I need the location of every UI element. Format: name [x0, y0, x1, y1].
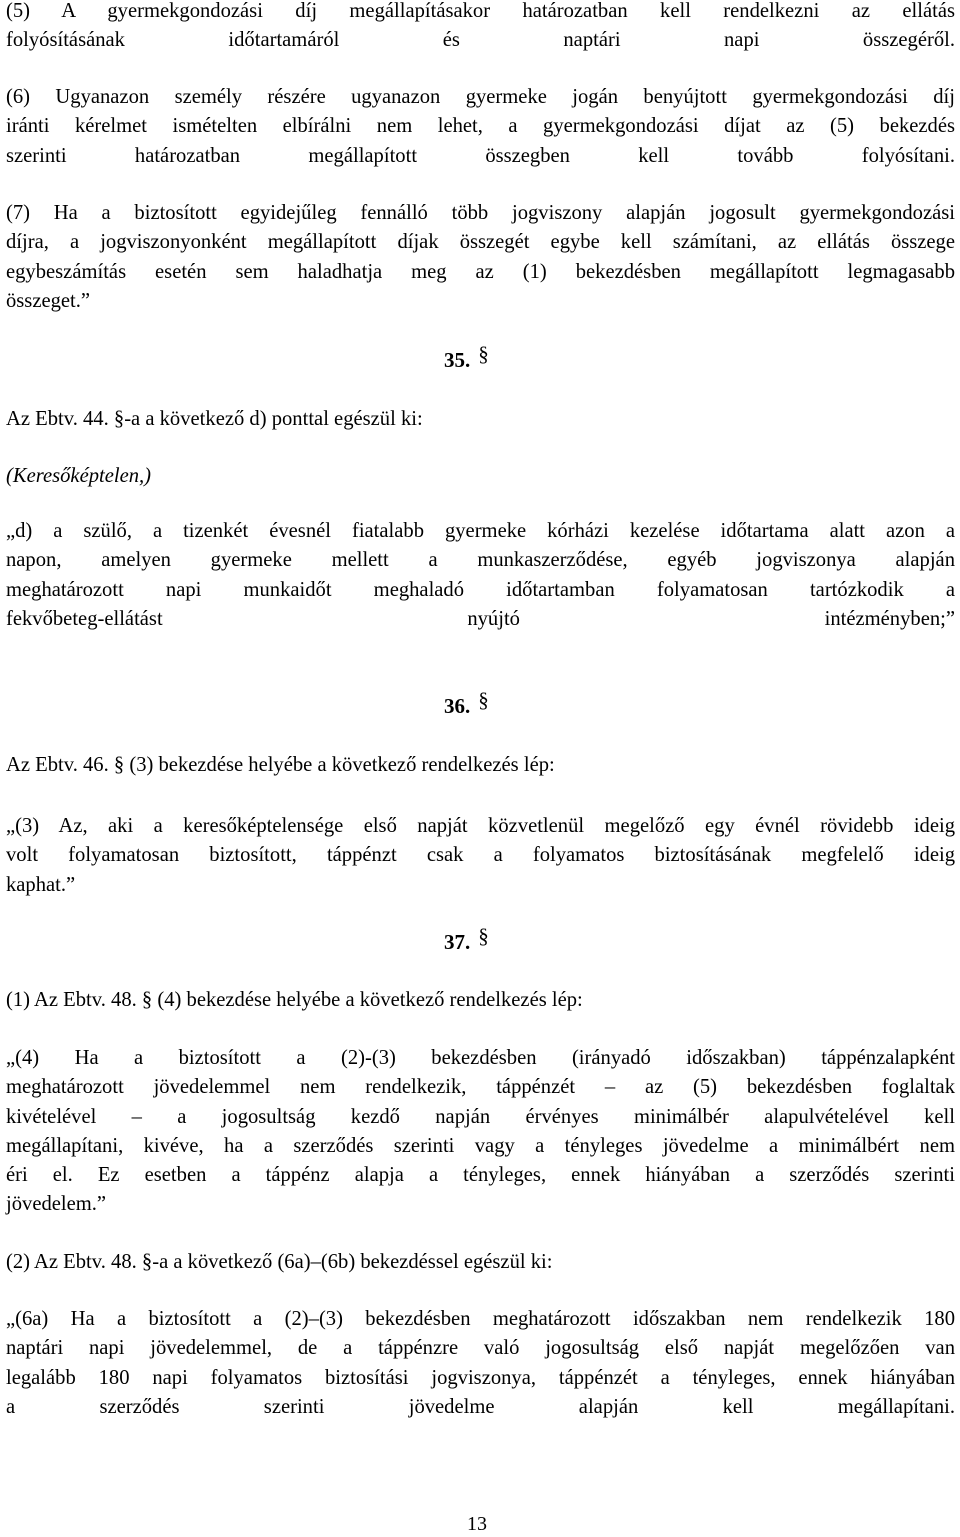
section-number: 36.	[444, 694, 471, 718]
text-line: naptári napi jövedelemmel, de a táppénzre való jogosultság első napját megelőzően van	[6, 1337, 955, 1360]
intro-text: Az Ebtv. 44. §-a a következő d) ponttal egészül ki:	[6, 408, 423, 430]
text-line: „d) a szülő, a tizenkét évesnél fiatalabb gyermeke kórházi kezelése időtartama alatt azon a	[6, 520, 955, 542]
text-line: a szerződés szerinti jövedelme alapján kell megállapítani.	[6, 1395, 955, 1418]
text-line: (6) Ugyanazon személy részére ugyanazon gyermeke jogán benyújtott gyermekgondozási díj	[6, 86, 955, 108]
text-line: fekvőbeteg-ellátást nyújtó intézményben;”	[6, 607, 955, 630]
intro-text: (1) Az Ebtv. 48. § (4) bekezdése helyébe a következő rendelkezés lép:	[6, 989, 583, 1011]
paragraph-7	[6, 199, 955, 316]
text-line: napon, amelyen gyermeke mellett a munkaszerződése, egyéb jogviszonya alapján	[6, 549, 955, 572]
section-35-quote	[6, 517, 955, 634]
section-heading-35	[444, 342, 489, 372]
text-line: meghatározott jövedelemmel nem rendelkezik, táppénzét – az (5) bekezdésben foglaltak	[6, 1076, 955, 1099]
section-37-quote-2	[6, 1305, 955, 1422]
text-line: éri el. Ez esetben a táppénz alapja a tényleges, ennek hiányában a szerződés szerinti	[6, 1164, 955, 1187]
text-line: „(6a) Ha a biztosított a (2)–(3) bekezdésben meghatározott időszakban nem rendelkezik 180	[6, 1308, 955, 1330]
text-line: folyósításának időtartamáról és naptári napi összegéről.	[6, 29, 955, 52]
intro-text: Az Ebtv. 46. § (3) bekezdése helyébe a következő rendelkezés lép:	[6, 754, 555, 776]
section-number: 35.	[444, 348, 471, 372]
section-35-intro	[6, 407, 955, 431]
page-number: 13	[467, 1513, 487, 1535]
text-line: (5) A gyermekgondozási díj megállapításakor határozatban kell rendelkezni az ellátás	[6, 0, 955, 22]
text-line: egybeszámítás esetén sem haladhatja meg az (1) bekezdésben megállapított legmagasabb	[6, 260, 955, 283]
section-heading-36	[444, 688, 489, 718]
paragraph-5	[6, 0, 955, 56]
text-line: iránti kérelmet ismételten elbírálni nem lehet, a gyermekgondozási díjat az (5) bekezdés	[6, 115, 955, 138]
text-line: „(4) Ha a biztosított a (2)-(3) bekezdésben (irányadó időszakban) táppénzalapként	[6, 1047, 955, 1069]
section-37-intro-1	[6, 988, 955, 1012]
text-line: szerinti határozatban megállapított összegben kell tovább folyósítani.	[6, 144, 955, 167]
section-35-label	[6, 464, 955, 488]
text-line: jövedelem.”	[6, 1193, 107, 1216]
text-line: kivételével – a jogosultság kezdő napján érvényes minimálbér alapulvételével kell	[6, 1105, 955, 1128]
text-line: megállapítani, kivéve, ha a szerződés szerinti vagy a tényleges jövedelme a minimálbért nem	[6, 1134, 955, 1157]
text-line: legalább 180 napi folyamatos biztosítási jogviszonya, táppénzét a tényleges, ennek hiányában	[6, 1366, 955, 1389]
text-line: díjra, a jogviszonyonként megállapított díjak összegét egybe kell számítani, az ellátás összege	[6, 231, 955, 254]
section-number: 37.	[444, 930, 471, 954]
section-37-intro-2	[6, 1250, 955, 1274]
section-sign: §	[478, 924, 489, 948]
section-sign: §	[478, 342, 489, 366]
text-line: meghatározott napi munkaidőt meghaladó időtartamban folyamatosan tartózkodik a	[6, 578, 955, 601]
paragraph-6	[6, 83, 955, 171]
section-heading-37	[444, 924, 489, 954]
section-36-intro	[6, 753, 955, 777]
text-line: kaphat.”	[6, 873, 76, 896]
text-line: (7) Ha a biztosított egyidejűleg fennálló több jogviszony alapján jogosult gyermekgondozási	[6, 202, 955, 224]
text-line: volt folyamatosan biztosított, táppénzt csak a folyamatos biztosításának megfelelő ideig	[6, 844, 955, 867]
intro-text: (2) Az Ebtv. 48. §-a a következő (6a)–(6b) bekezdéssel egészül ki:	[6, 1251, 553, 1273]
section-36-quote	[6, 812, 955, 900]
label-text: (Keresőképtelen,)	[6, 465, 152, 487]
text-line: „(3) Az, aki a keresőképtelensége első napját közvetlenül megelőző egy évnél rövidebb ideig	[6, 815, 955, 837]
text-line: összeget.”	[6, 289, 91, 312]
section-37-quote-1	[6, 1044, 955, 1220]
section-sign: §	[478, 688, 489, 712]
